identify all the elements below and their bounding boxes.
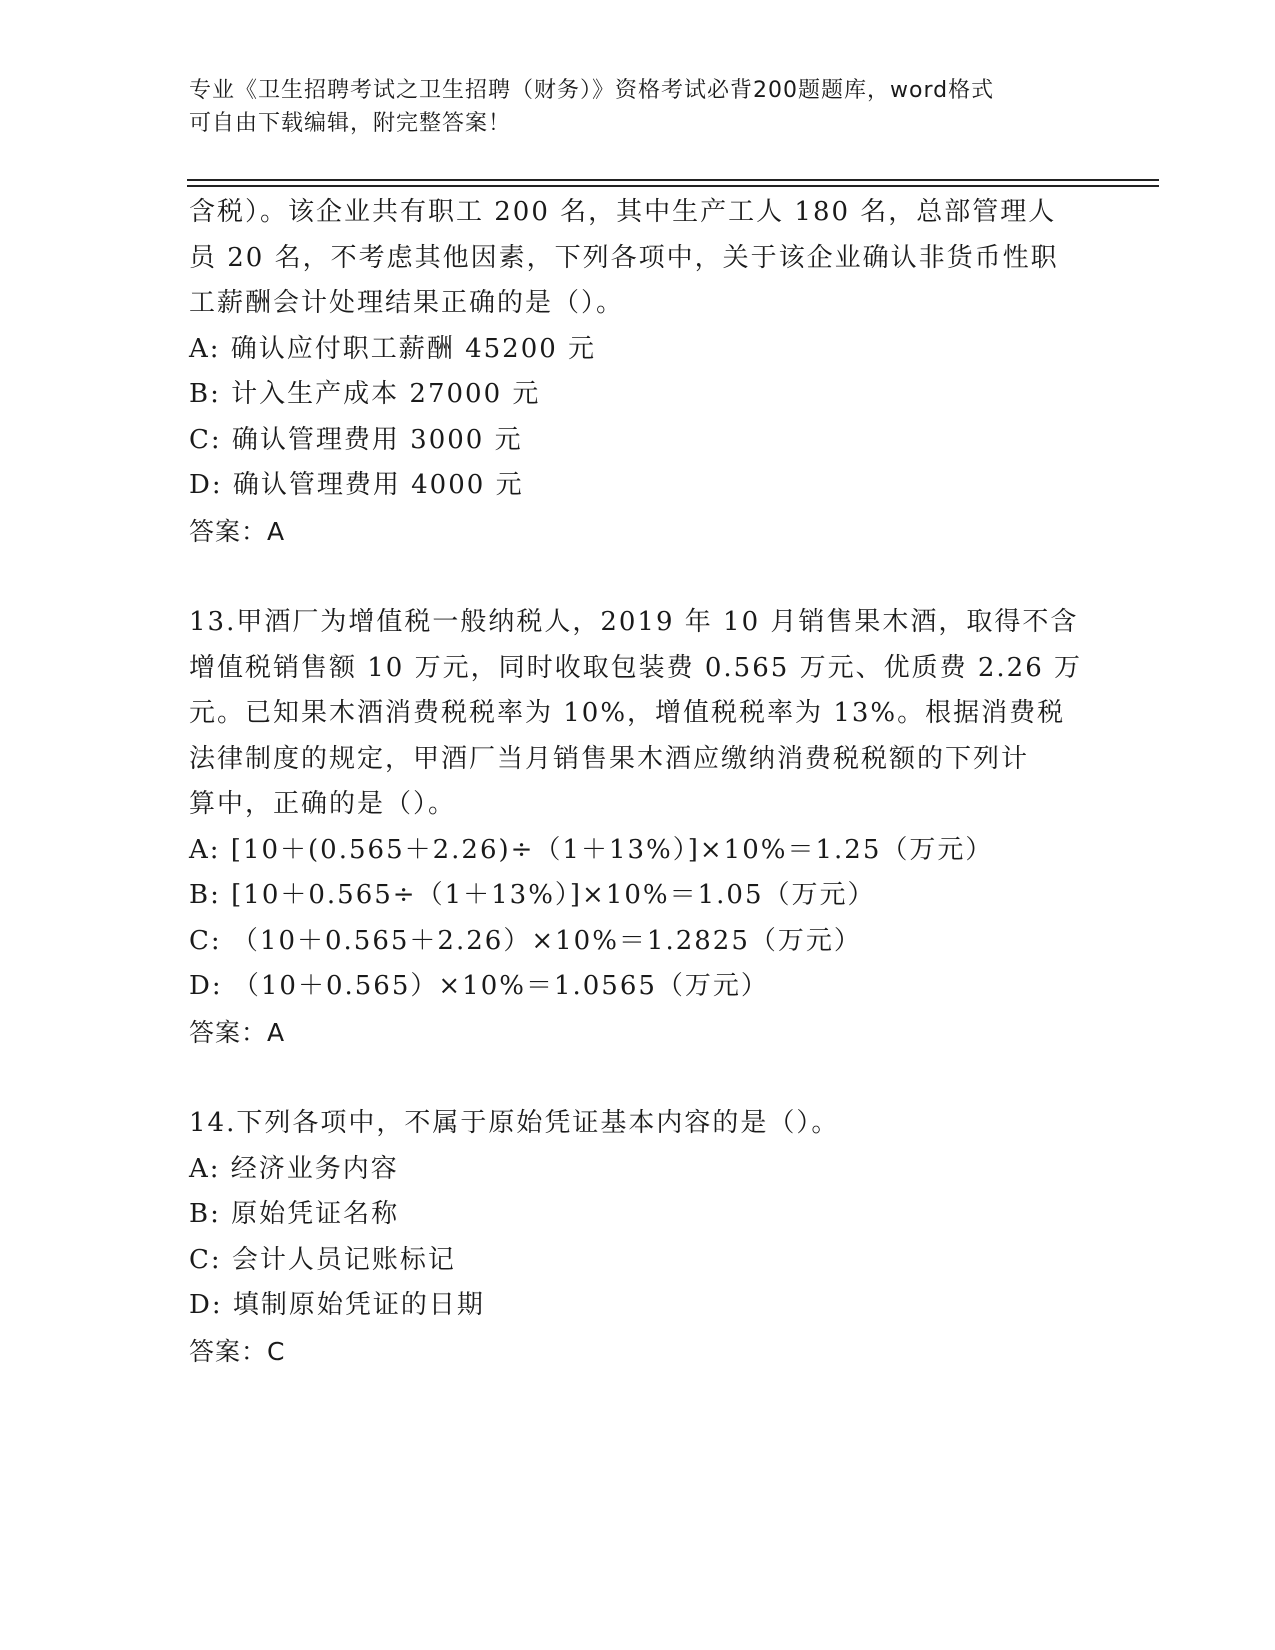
- option-a: A: 确认应付职工薪酬 45200 元: [189, 333, 597, 364]
- option-b: B: 原始凭证名称: [189, 1199, 400, 1229]
- question-stem-line: 13.甲酒厂为增值税一般纳税人，2019 年 10 月销售果木酒，取得不含: [189, 607, 1079, 637]
- answer-label: 答案：A: [189, 516, 286, 546]
- option-c: C: 会计人员记账标记: [189, 1244, 456, 1275]
- question-stem-line: 工薪酬会计处理结果正确的是（）。: [189, 288, 625, 318]
- answer-label: 答案：A: [189, 1017, 286, 1047]
- option-c: C: 确认管理费用 3000 元: [189, 424, 523, 455]
- option-a: A: [10＋(0.565＋2.26)÷（1＋13%）]×10%＝1.25（万元）: [189, 834, 994, 865]
- option-d: D: 填制原始凭证的日期: [189, 1290, 485, 1320]
- question-stem-line: 含税）。该企业共有职工 200 名，其中生产工人 180 名，总部管理人: [189, 197, 1057, 227]
- question-stem-line: 算中，正确的是（）。: [189, 789, 457, 819]
- option-c: C: （10＋0.565＋2.26）×10%＝1.2825（万元）: [189, 925, 862, 956]
- question-12: [189, 190, 1089, 554]
- question-stem-line: 14.下列各项中，不属于原始凭证基本内容的是（）。: [189, 1108, 840, 1138]
- option-b: B: 计入生产成本 27000 元: [189, 379, 541, 409]
- answer-label: 答案：C: [189, 1336, 286, 1366]
- question-spacer: [189, 554, 1089, 600]
- header-line-1: 专业《卫生招聘考试之卫生招聘（财务）》资格考试必背200题题库，word格式: [189, 78, 995, 103]
- option-b: B: [10＋0.565÷（1＋13%）]×10%＝1.05（万元）: [189, 880, 876, 910]
- header-divider-bottom: [187, 185, 1159, 187]
- question-13: [189, 600, 1089, 1055]
- question-stem-line: 增值税销售额 10 万元，同时收取包装费 0.565 万元、优质费 2.26 万: [189, 652, 1082, 683]
- question-stem-line: 法律制度的规定，甲酒厂当月销售果木酒应缴纳消费税税额的下列计: [189, 743, 1030, 774]
- question-14: [189, 1101, 1089, 1374]
- question-stem-line: 员 20 名，不考虑其他因素，下列各项中，关于该企业确认非货币性职: [189, 242, 1059, 273]
- option-d: D: （10＋0.565）×10%＝1.0565（万元）: [189, 971, 769, 1001]
- question-spacer: [189, 1055, 1089, 1101]
- header-divider-top: [187, 179, 1159, 181]
- document-body: [189, 190, 1089, 1374]
- option-a: A: 经济业务内容: [189, 1153, 399, 1184]
- question-stem-line: 元。已知果木酒消费税税率为 10%，增值税税率为 13%。根据消费税: [189, 698, 1066, 728]
- option-d: D: 确认管理费用 4000 元: [189, 470, 524, 500]
- page-header: [189, 74, 1089, 140]
- header-line-2: 可自由下载编辑，附完整答案！: [189, 111, 512, 136]
